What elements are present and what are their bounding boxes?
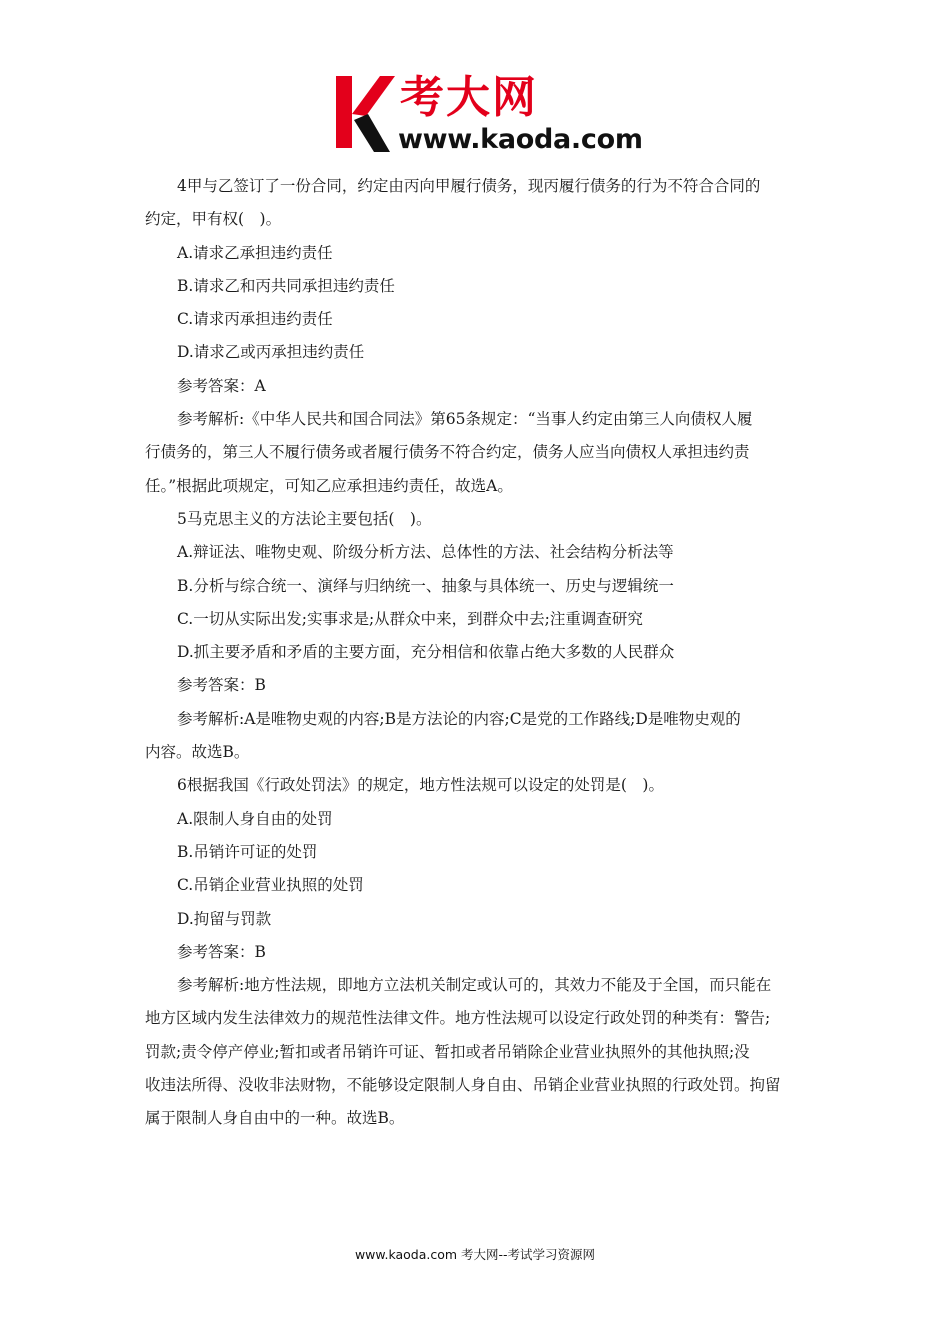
logo-title: 考大网 xyxy=(400,72,538,123)
text-line: D.拘留与罚款 xyxy=(177,909,272,928)
text-line: B.分析与综合统一、演绎与归纳统一、抽象与具体统一、历史与逻辑统一 xyxy=(177,576,674,595)
text-line: 参考解析:《中华人民共和国合同法》第65条规定：“当事人约定由第三人向债权人履 xyxy=(177,410,753,429)
text-line: 参考答案：B xyxy=(177,676,266,695)
text-line: C.请求丙承担违约责任 xyxy=(177,310,333,329)
document-body xyxy=(145,170,810,1136)
text-line: 参考答案：B xyxy=(177,942,266,961)
text-line: 内容。故选B。 xyxy=(145,743,250,762)
text-line: 任。”根据此项规定，可知乙应承担违约责任，故选A。 xyxy=(145,476,513,495)
text-line: 罚款;责令停产停业;暂扣或者吊销许可证、暂扣或者吊销除企业营业执照外的其他执照;没 xyxy=(145,1042,750,1061)
k-logo-icon xyxy=(332,74,396,152)
text-line: B.吊销许可证的处罚 xyxy=(177,842,318,861)
text-line: D.请求乙或丙承担违约责任 xyxy=(177,343,365,362)
text-line: 地方区域内发生法律效力的规范性法律文件。地方性法规可以设定行政处罚的种类有：警告; xyxy=(145,1009,771,1028)
page-footer: www.kaoda.com 考大网--考试学习资源网 xyxy=(354,1247,596,1262)
text-line: 收违法所得、没收非法财物，不能够设定限制人身自由、吊销企业营业执照的行政处罚。拘留 xyxy=(145,1076,781,1095)
text-line: 约定，甲有权( )。 xyxy=(145,210,282,229)
kaoda-logo xyxy=(332,74,652,160)
text-line: 参考解析:A是唯物史观的内容;B是方法论的内容;C是党的工作路线;D是唯物史观的 xyxy=(177,709,741,728)
text-line: A.限制人身自由的处罚 xyxy=(177,809,333,828)
text-line: 4甲与乙签订了一份合同，约定由丙向甲履行债务，现丙履行债务的行为不符合合同的 xyxy=(177,177,761,195)
text-line: 6根据我国《行政处罚法》的规定，地方性法规可以设定的处罚是( )。 xyxy=(177,776,664,795)
text-line: A.辩证法、唯物史观、阶级分析方法、总体性的方法、社会结构分析法等 xyxy=(177,543,674,562)
text-line: C.吊销企业营业执照的处罚 xyxy=(177,876,364,895)
logo-url: www.kaoda.com xyxy=(398,124,643,155)
text-line: 参考答案：A xyxy=(177,376,266,395)
text-line: 属于限制人身自由中的一种。故选B。 xyxy=(145,1109,405,1128)
text-line: C.一切从实际出发;实事求是;从群众中来，到群众中去;注重调查研究 xyxy=(177,609,643,628)
text-line: 参考解析:地方性法规，即地方立法机关制定或认可的，其效力不能及于全国，而只能在 xyxy=(177,976,772,995)
text-line: 行债务的，第三人不履行债务或者履行债务不符合约定，债务人应当向债权人承担违约责 xyxy=(145,443,750,462)
text-line: 5马克思主义的方法论主要包括( )。 xyxy=(177,509,432,528)
text-line: B.请求乙和丙共同承担违约责任 xyxy=(177,276,395,295)
text-line: A.请求乙承担违约责任 xyxy=(177,243,333,262)
text-line: D.抓主要矛盾和矛盾的主要方面，充分相信和依靠占绝大多数的人民群众 xyxy=(177,643,675,662)
